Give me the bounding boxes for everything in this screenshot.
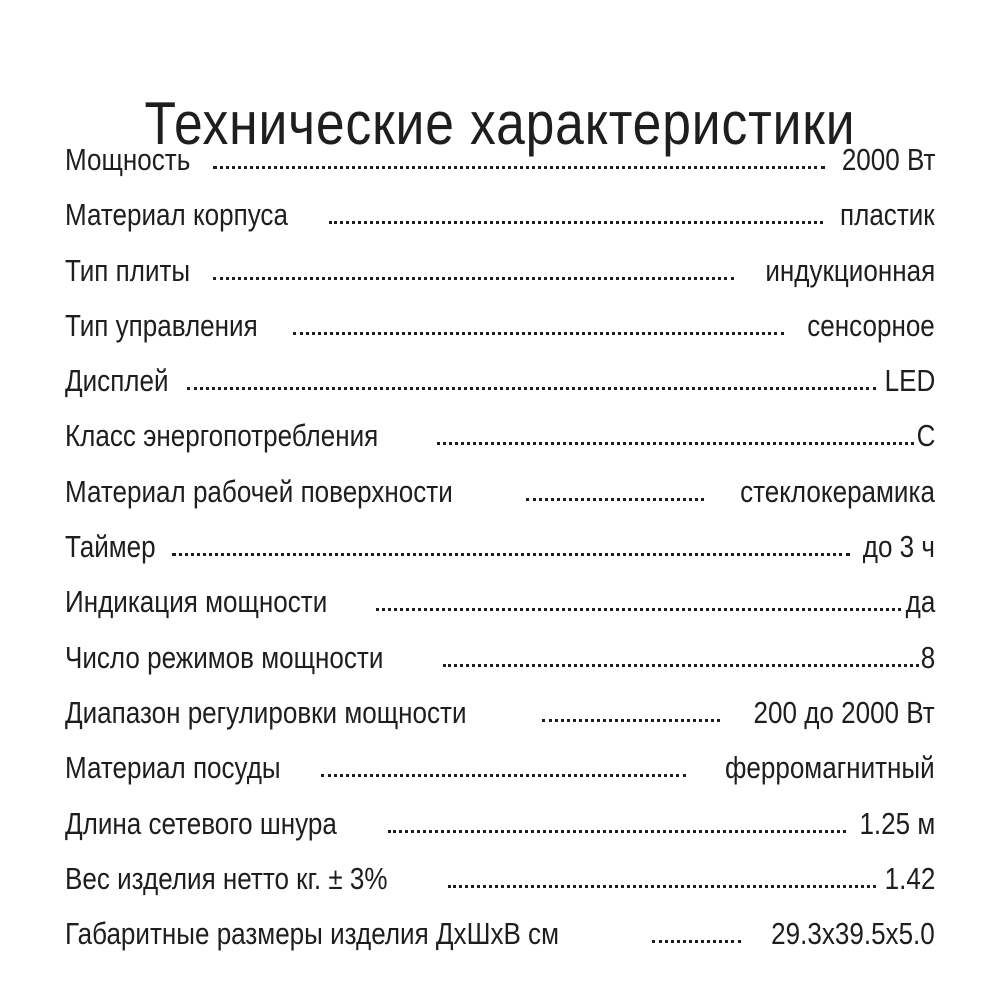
spec-label: Таймер (65, 529, 156, 565)
spec-label: Мощность (65, 142, 191, 177)
dot-leader (213, 277, 734, 280)
spec-row (65, 689, 935, 744)
spec-label: Диапазон регулировки мощности (65, 694, 467, 730)
spec-row (65, 191, 935, 246)
spec-value: 1.25 м (859, 805, 935, 841)
spec-label: Тип управления (65, 307, 258, 343)
spec-row (65, 412, 935, 467)
spec-value: индукционная (765, 252, 935, 288)
page-title: Технические характеристики (144, 90, 856, 158)
dot-leader (329, 221, 823, 224)
spec-label: Материал корпуса (65, 197, 288, 233)
spec-label: Дисплей (65, 363, 169, 399)
spec-value: до 3 ч (862, 529, 935, 565)
spec-label: Индикация мощности (65, 584, 328, 620)
spec-value: 8 (920, 639, 935, 675)
dot-leader (213, 166, 824, 169)
dot-leader (448, 885, 876, 888)
spec-value: C (916, 418, 935, 454)
dot-leader (652, 940, 741, 943)
dot-leader (376, 608, 900, 611)
dot-leader (388, 830, 846, 833)
spec-row (65, 800, 935, 855)
spec-row (65, 523, 935, 578)
spec-value: да (905, 584, 935, 620)
spec-row (65, 910, 935, 965)
spec-row (65, 357, 935, 412)
spec-value: 29.3x39.5x5.0 (771, 916, 935, 952)
spec-label: Класс энергопотребления (65, 418, 379, 454)
spec-value: сенсорное (807, 307, 935, 343)
dot-leader (437, 442, 914, 445)
spec-label: Длина сетевого шнура (65, 805, 337, 841)
spec-label: Материал рабочей поверхности (65, 473, 453, 509)
spec-label: Число режимов мощности (65, 639, 384, 675)
spec-label: Материал посуды (65, 750, 281, 786)
spec-label: Вес изделия нетто кг. ± 3% (65, 860, 388, 896)
spec-row (65, 634, 935, 689)
spec-row (65, 468, 935, 523)
spec-value: пластик (840, 197, 935, 233)
spec-row (65, 578, 935, 633)
spec-list (65, 136, 935, 965)
spec-value: ферромагнитный (725, 750, 935, 786)
spec-value: 200 до 2000 Вт (753, 694, 935, 730)
dot-leader (187, 387, 875, 390)
spec-label: Габаритные размеры изделия ДхШхВ см (65, 916, 559, 952)
dot-leader (172, 553, 850, 556)
dot-leader (526, 498, 704, 501)
spec-row (65, 136, 935, 191)
spec-label: Тип плиты (65, 252, 191, 288)
spec-row (65, 744, 935, 799)
dot-leader (321, 774, 687, 777)
spec-row (65, 302, 935, 357)
dot-leader (542, 719, 720, 722)
spec-value: 2000 Вт (841, 142, 935, 177)
dot-leader (443, 664, 919, 667)
spec-value: стеклокерамика (740, 473, 935, 509)
dot-leader (293, 332, 784, 335)
spec-value: 1.42 (884, 860, 935, 896)
spec-row (65, 247, 935, 302)
spec-row (65, 855, 935, 910)
spec-value: LED (884, 363, 935, 399)
